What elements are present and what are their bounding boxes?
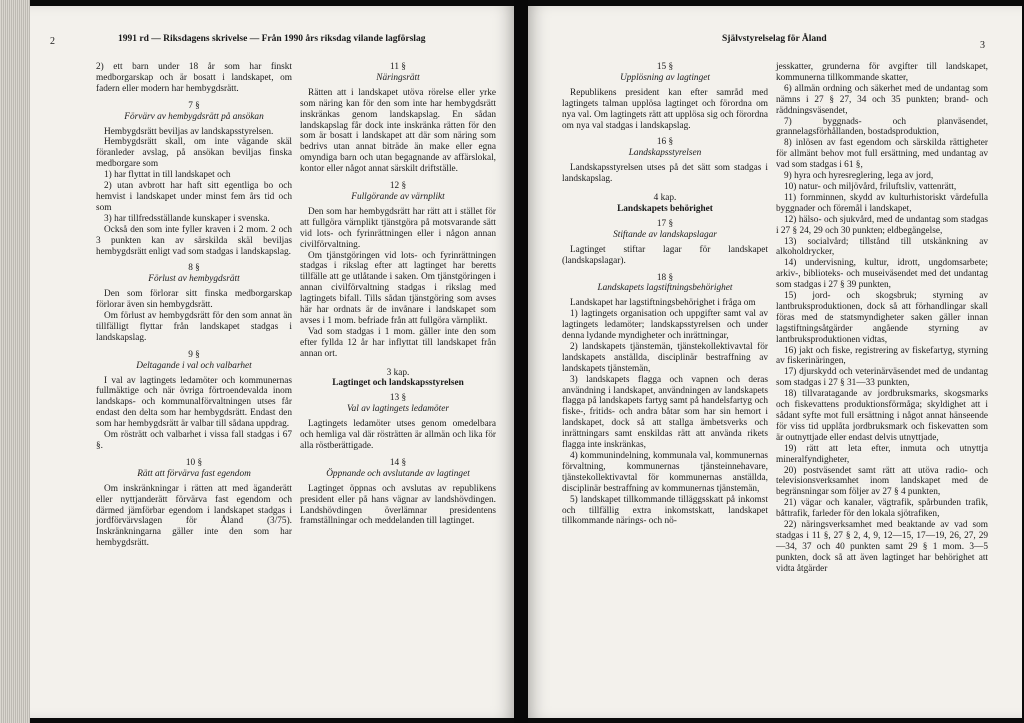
left-page [30,6,514,718]
paragraph: Lagtinget öppnas och avslutas av republikens president eller på hans vägnar av landshövdingen. Landshövdingen överlämnar presidentens framställningar och meddelanden till lagtinget. [300,483,496,527]
section-title: Deltagande i val och valbarhet [136,360,252,371]
section-title: Fullgörande av värnplikt [351,191,445,202]
paragraph: I val av lagtingets ledamöter och kommunernas fullmäktige och när övriga förtroendevalda inom landskaps- och kommunalförvaltningen utses får endast den delta som har hembygdsrätt. Endast den som har hembygdsrätt är valbar till sådana uppdrag. [96,375,292,430]
list-item: 22) näringsverksamhet med beaktande av vad som stadgas i 11 §, 27 § 2, 4, 9, 12—15, 17—19, 26, 27, 29—34, 37 och 40 punkten samt 29 § 1 mom. 3—5 punkten, dock så att även lagtinget har behörighet att vidta åtgärder [776,520,988,574]
right-column-1 [562,62,768,527]
paragraph: Den som har hembygdsrätt har rätt att i stället för att fullgöra värnplikt tjänstgöra på motsvarande sätt vid lots- och fyrinrättningen eller i någon annan civilförvaltning. [300,206,496,250]
section-number: 18 § [656,272,674,283]
section-title: Rätt att förvärva fast egendom [137,468,251,479]
left-column-2 [300,62,496,527]
section-number: 7 § [188,100,200,111]
chapter-number: 3 kap. [386,367,410,378]
list-item: 20) postväsendet samt rätt att utöva radio- och televisionsverksamhet inom landskapet med de begränsningar som följer av 27 § 4 punkten, [776,465,988,498]
paragraph: Om tjänstgöringen vid lots- och fyrinrättningen stadgas i rikslag efter att lagtinget har beretts tillfälle att ge utlåtande i saken. Om tjänstgöringen i annan civilförvaltning stadgas i rikslag med lagtingets bifall. Tills sådan tjänstgöring som avses här har ordnats är de invånare i landskapet som avses i 1 mom. befriade från att fullgöra värnplikt. [300,250,496,326]
paragraph: Hembygdsrätt skall, om inte vägande skäl föranleder avslag, på ansökan beviljas finska medborgare som [96,137,292,170]
list-item: 17) djurskydd och veterinärväsendet med de undantag som stadgas i 27 § 31—33 punkten, [776,367,988,389]
paragraph: Landskapet har lagstiftningsbehörighet i fråga om [570,298,756,309]
paragraph: 2) utan avbrott har haft sitt egentliga bo och hemvist i landskapet under minst fem års tid och som [96,181,292,213]
right-column-2 [776,62,988,575]
list-item: 16) jakt och fiske, registrering av fiskefartyg, styrning av fiskerinäringen, [776,345,988,367]
list-item: 7) byggnads- och planväsendet, grannelagsförhållanden, bostadsproduktion, [776,116,988,138]
list-item: 2) landskapets tjänstemän, tjänstekollektivavtal för landskapets anställda, disciplinär bestraffning av landskapets tjänstemän, [562,341,768,374]
section-title: Näringsrätt [376,72,420,83]
running-header: 1991 rd — Riksdagens skrivelse — Från 1990 års riksdag vilande lagförslag [118,34,426,44]
list-item: 14) undervisning, kultur, idrott, ungdomsarbete; arkiv-, biblioteks- och museiväsendet med det undantag som stadgas i 27 § 39 punkten, [776,258,988,291]
list-item: 13) socialvård; tillstånd till utskänkning av alkoholdrycker, [776,236,988,258]
paragraph: Landskapsstyrelsen utses på det sätt som stadgas i landskapslag. [562,163,768,185]
paragraph: Vad som stadgas i 1 mom. gäller inte den som efter fyllda 12 år har inflyttat till landskapet från annan ort. [300,326,496,359]
list-item: 19) rätt att leta efter, inmuta och utnyttja mineralfyndigheter, [776,443,988,465]
list-item: 5) landskapet tillkommande tilläggsskatt på inkomst och tillfällig extra inkomstskatt, landskapet tillkommande närings- och nö- [562,494,768,527]
section-number: 12 § [389,181,407,192]
list-item: jesskatter, grunderna för avgifter till landskapet, kommunerna tillkommande skatter, [776,62,988,83]
section-title: Förvärv av hembygdsrätt på ansökan [124,111,264,122]
right-page [528,6,1022,718]
paragraph: 2) ett barn under 18 år som har finskt medborgarskap och är bosatt i landskapet, om fadern eller modern har hembygdsrätt. [96,62,292,94]
list-item: 15) jord- och skogsbruk; styrning av lantbruksproduktionen, dock så att förhandlingar skall föras med de statsmyndigheter saken gäller innan lagstiftningsåtgärder angående styrning av lantbruksproduktionen vidtas, [776,291,988,345]
list-item: 11) fornminnen, skydd av kulturhistoriskt värdefulla byggnader och föremål i landskapet, [776,192,988,214]
list-item: 12) hälso- och sjukvård, med de undantag som stadgas i 27 § 24, 29 och 30 punkten; eldbegängelse, [776,214,988,236]
section-title: Öppnande och avslutande av lagtinget [326,468,470,479]
paragraph: Den som förlorar sitt finska medborgarskap förlorar även sin hembygdsrätt. [96,289,292,311]
paragraph: Lagtingets ledamöter utses genom omedelbara och hemliga val där rösträtten är allmän och lika för alla röstberättigade. [300,419,496,451]
paragraph: Republikens president kan efter samråd med lagtingets talman upplösa lagtinget och förordna om nya val. Om lagtingets rätt att upplösa sig och förordna om nya val stadgas i landskapslag. [562,87,768,131]
section-number: 10 § [185,457,203,468]
section-number: 15 § [656,62,674,72]
list-item: 8) inlösen av fast egendom och särskilda rättigheter för allmänt behov mot full ersättning, med undantag av vad som stadgas i 61 §, [776,138,988,171]
section-number: 16 § [656,137,674,148]
section-number: 14 § [389,457,407,468]
list-item: 1) lagtingets organisation och uppgifter samt val av lagtingets ledamöter; landskapsstyrelsen och under denna lydande myndigheter och inrättningar, [562,309,768,342]
section-title: Stiftande av landskapslagar [613,229,717,240]
book-gutter [514,0,528,723]
paragraph: Lagtinget stiftar lagar för landskapet (landskapslagar). [562,244,768,266]
paragraph: Om rösträtt och valbarhet i vissa fall stadgas i 67 §. [96,430,292,451]
list-item: 6) allmän ordning och säkerhet med de undantag som nämns i 27 § 27, 34 och 35 punkten; brand- och räddningsväsendet, [776,83,988,116]
section-title: Upplösning av lagtinget [620,72,710,83]
section-title: Val av lagtingets ledamöter [347,404,449,415]
section-title: Förlust av hembygdsrätt [148,274,240,285]
paragraph: Också den som inte fyller kraven i 2 mom. 2 och 3 punkten kan av särskilda skäl beviljas hembygdsrätt enligt vad som stadgas i landskapslag. [96,224,292,257]
page-number: 2 [50,36,55,47]
section-number: 13 § [389,393,407,404]
list-item: 10) natur- och miljövård, friluftsliv, vattenrätt, [784,181,957,192]
list-item: 3) landskapets flagga och vapnen och deras användning i landskapet, användningen av landskapets flagga på landskapets fartyg samt på handelsfartyg och fiske-, fritids- och andra båtar som har sin hemort i landskapet, dock så att stallga ämbetsverks och inrättningars samt enskildas rätt att använda rikets flagga inte inskränkas, [562,374,768,451]
paragraph: 1) har flyttat in till landskapet och [104,170,231,181]
page-number: 3 [980,40,985,51]
section-title: Landskapets lagstiftningsbehörighet [597,283,733,294]
paragraph: Rätten att i landskapet utöva rörelse eller yrke som näring kan för den som inte har hembygdsrätt inskränkas genom landskapslag. En sådan landskapslag får dock inte inskränka rätten för den som är bosatt i landskapet att där som näring som bedrivs utan annat biträde än make eller egna omyndiga barn och utan begagnande av affärslokal, kontor eller något annat särskilt driftställe. [300,87,496,175]
paragraph: Om förlust av hembygdsrätt för den som annat än tillfälligt flyttar från landskapet stadgas i landskapslag. [96,311,292,343]
chapter-title: Landskapets behörighet [617,203,713,214]
paragraph: Hembygdsrätt beviljas av landskapsstyrelsen. [104,126,274,137]
list-item: 21) vägar och kanaler, vägtrafik, spårbunden trafik, båttrafik, farleder för den lokala sjötrafiken, [776,498,988,520]
list-item: 18) tillvaratagande av jordbruksmarks, skogsmarks och fiskevattens produktionsförmåga; skyldighet att i sådant syfte mot full ersättning i något annat hänseende för viss tid upplåta jordbruksmark och fiskevatten som är outnyttjade eller endast delvis utnyttjade, [776,389,988,443]
chapter-title: Lagtinget och landskapsstyrelsen [332,378,464,389]
paragraph: Om inskränkningar i rätten att med äganderätt eller nyttjanderätt förvärva fast egendom och därmed jämförbar egendom i landskapet stadgas i jordförvärvslagen för Åland (3/75). Inskränkningarna gäller inte den som har hembygdsrätt. [96,483,292,549]
list-item: 4) kommunindelning, kommunala val, kommunernas förvaltning, kommunernas tjänsteinnehavare, tjänstekollektivavtal för kommunernas anställda, disciplinär bestraffning av kommunernas tjänstemän, [562,451,768,494]
section-number: 9 § [188,349,200,360]
chapter-number: 4 kap. [653,193,677,204]
paragraph: 3) har tillfredsställande kunskaper i svenska. [104,213,270,224]
section-number: 17 § [656,218,674,229]
section-number: 11 § [390,62,406,72]
left-column-1 [96,62,292,549]
book-edge [0,0,30,723]
section-title: Landskapsstyrelsen [628,148,702,159]
list-item: 9) hyra och hyresreglering, lega av jord, [784,171,934,182]
running-header: Självstyrelselag för Åland [722,34,827,44]
section-number: 8 § [188,263,200,274]
